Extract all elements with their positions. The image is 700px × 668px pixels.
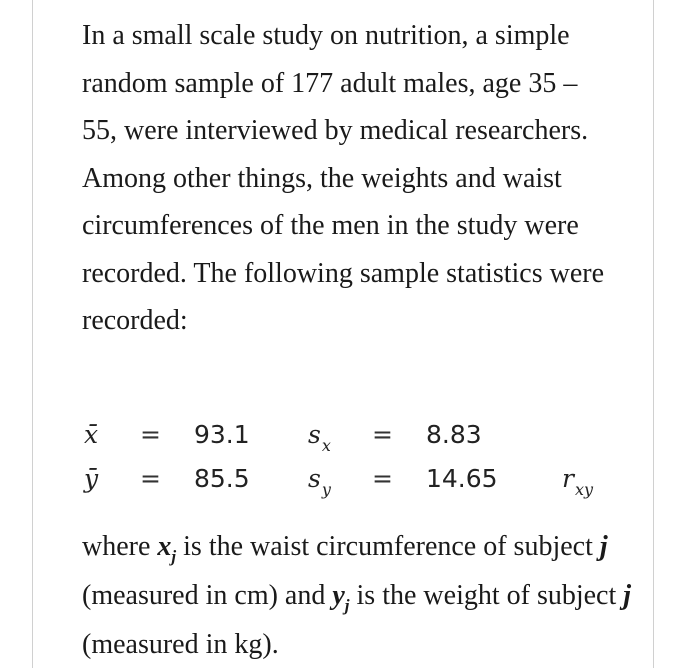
- x-bar-symbol: x̄: [84, 420, 99, 449]
- x-bar-value: 93.1: [194, 420, 250, 449]
- y-bar-symbol: ȳ: [84, 464, 99, 493]
- s-y-symbol: $s_y$: [308, 464, 331, 499]
- equals-sign: =: [372, 464, 393, 493]
- equals-sign: =: [140, 420, 161, 449]
- j-variable: j: [623, 580, 632, 611]
- y-bar-value: 85.5: [194, 464, 250, 493]
- y-j-variable: $y_j$: [332, 580, 350, 615]
- problem-intro: In a small scale study on nutrition, a simple random sample of 177 adult males, age 35 – 55, were interviewed by medical researchers. Among other things, the weights and waist circumferences of the men in the study were recorded. The following sample statistics were recorded:: [82, 20, 604, 336]
- right-border: [653, 0, 654, 668]
- j-variable: j: [599, 531, 608, 562]
- s-x-symbol: $s_x$: [308, 420, 331, 455]
- r-xy-symbol: $r_{xy}$: [562, 464, 594, 499]
- s-y-value: 14.65: [426, 464, 498, 493]
- variable-definitions: where $x_j$ is the waist circumference of subject j (measured in cm) and $y_j$ is the weight of subject j (measured in kg).: [82, 531, 632, 660]
- left-border: [32, 0, 33, 668]
- equals-sign: =: [140, 464, 161, 493]
- s-x-value: 8.83: [426, 420, 482, 449]
- x-j-variable: $x_j$: [157, 531, 177, 566]
- sample-statistics: [82, 412, 642, 512]
- equals-sign: =: [372, 420, 393, 449]
